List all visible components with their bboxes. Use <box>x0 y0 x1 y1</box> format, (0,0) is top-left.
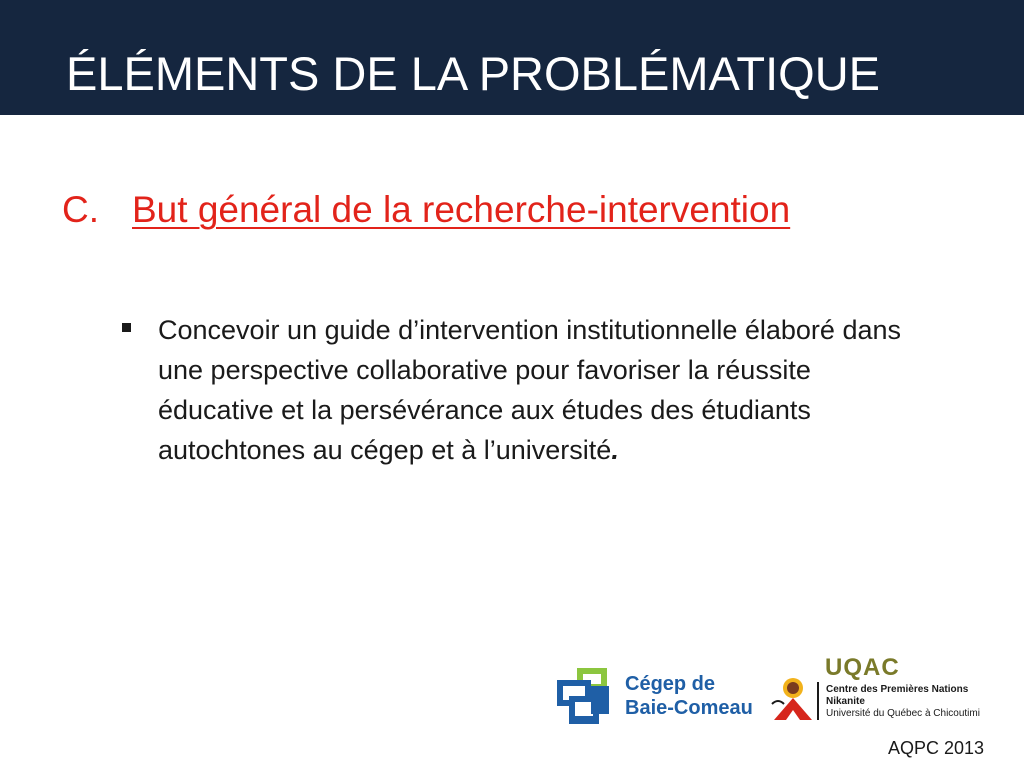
section-heading <box>62 187 790 233</box>
uqac-line3: Université du Québec à Chicoutimi <box>826 708 980 719</box>
cegep-name-line1: Cégep de <box>625 673 716 695</box>
uqac-line2: Nikanite <box>826 696 865 707</box>
bullet-end-punctuation: . <box>611 435 619 465</box>
uqac-emblem-icon <box>770 674 816 724</box>
bullet-item <box>122 310 922 470</box>
uqac-line1: Centre des Premières Nations <box>826 684 969 695</box>
uqac-logo <box>770 654 990 724</box>
section-title: But général de la recherche-intervention <box>132 189 791 230</box>
bullet-text: Concevoir un guide d’intervention institutionnelle élaboré dans une perspective collaborative pour favoriser la réussite éducative et la persévérance aux études des étudiants autochtones au cégep et à l’université <box>158 315 901 465</box>
header-bar <box>0 0 1024 115</box>
cegep-baie-comeau-logo <box>555 666 755 726</box>
footer-text: AQPC 2013 <box>887 738 984 758</box>
cegep-name <box>625 672 753 720</box>
section-letter: C. <box>62 189 99 230</box>
cegep-name-line2: Baie-Comeau <box>625 697 753 719</box>
slide-title: ÉLÉMENTS DE LA PROBLÉMATIQUE <box>66 47 881 100</box>
uqac-name: UQAC <box>825 654 900 681</box>
cegep-emblem-icon <box>555 666 615 726</box>
bullet-text-block <box>158 310 922 470</box>
uqac-subtitle <box>826 684 980 720</box>
square-bullet-icon <box>122 323 131 332</box>
uqac-divider <box>817 682 819 720</box>
